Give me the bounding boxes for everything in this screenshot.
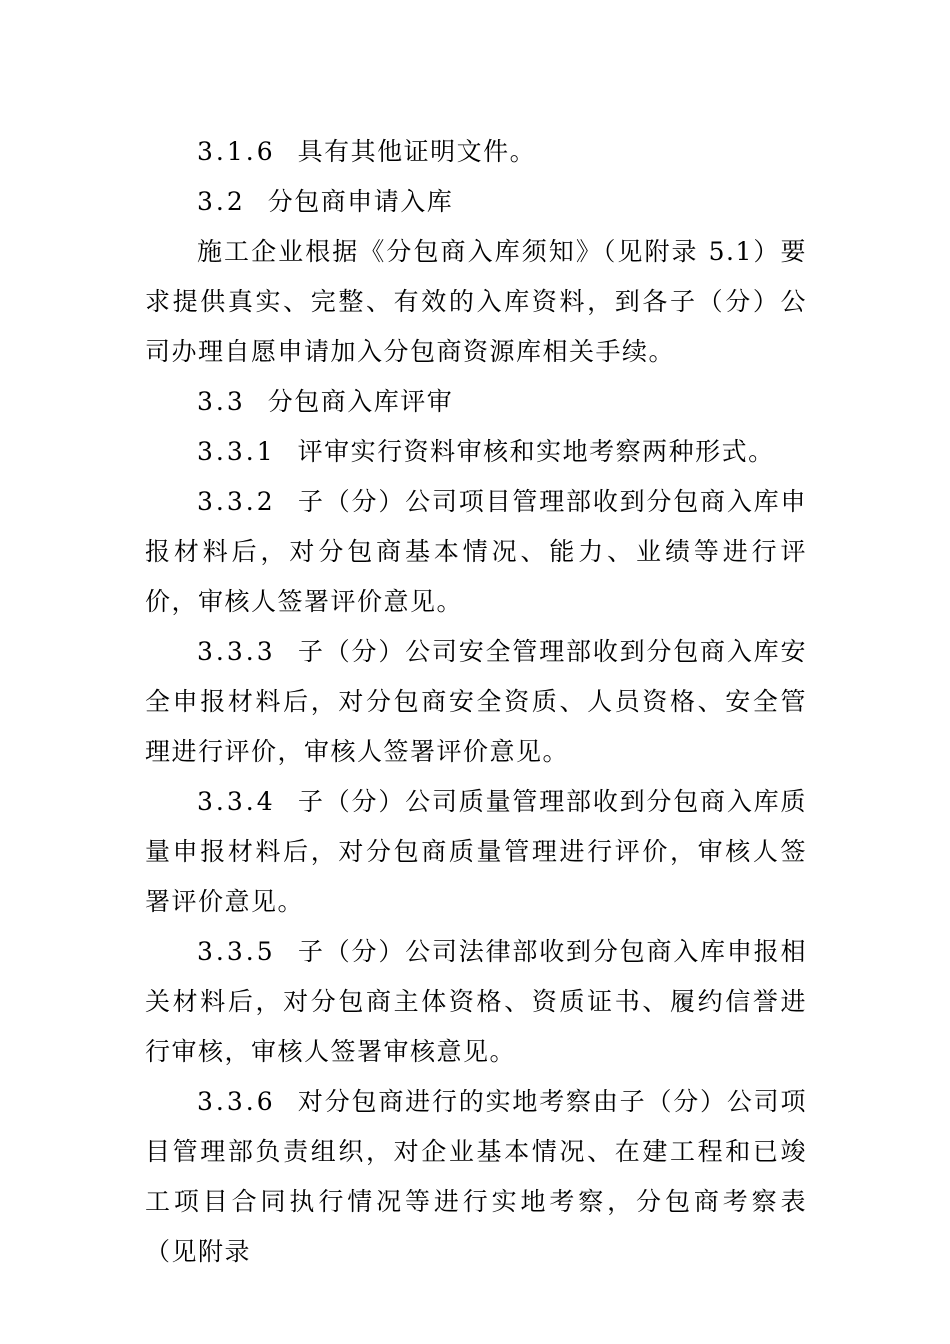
- paragraph-3-3-4: [145, 777, 807, 927]
- paragraph-3-2-body: [145, 227, 807, 377]
- paragraph-3-3-2: [145, 477, 807, 627]
- section-number: 3.3.1: [197, 437, 276, 466]
- paragraph-3-3-1: [145, 427, 807, 477]
- section-number: 3.3: [197, 387, 246, 416]
- paragraph-text: 具有其他证明文件。: [297, 137, 537, 166]
- section-number: 3.3.5: [197, 937, 276, 966]
- section-number: 3.2: [197, 187, 246, 216]
- section-number: 3.1.6: [197, 137, 276, 166]
- paragraph-3-1-6: [145, 127, 807, 177]
- heading-3-3: [145, 377, 807, 427]
- paragraph-text: 子（分）公司法律部收到分包商入库申报相关材料后，对分包商主体资格、资质证书、履约信誉进行审核，审核人签署审核意见。: [145, 937, 807, 1066]
- paragraph-text: 子（分）公司项目管理部收到分包商入库申报材料后，对分包商基本情况、能力、业绩等进行评价，审核人签署评价意见。: [145, 487, 807, 616]
- paragraph-3-3-6: [145, 1077, 807, 1277]
- heading-text: 分包商入库评审: [267, 387, 454, 416]
- section-number: 3.3.2: [197, 487, 276, 516]
- paragraph-3-3-5: [145, 927, 807, 1077]
- paragraph-text: 评审实行资料审核和实地考察两种形式。: [297, 437, 775, 466]
- paragraph-3-3-3: [145, 627, 807, 777]
- paragraph-text: 施工企业根据《分包商入库须知》（见附录 5.1）要求提供真实、完整、有效的入库资料，到各子（分）公司办理自愿申请加入分包商资源库相关手续。: [145, 237, 807, 366]
- section-number: 3.3.6: [197, 1087, 276, 1116]
- paragraph-text: 对分包商进行的实地考察由子（分）公司项目管理部负责组织，对企业基本情况、在建工程和已竣工项目合同执行情况等进行实地考察，分包商考察表（见附录: [145, 1087, 807, 1266]
- paragraph-text: 子（分）公司质量管理部收到分包商入库质量申报材料后，对分包商质量管理进行评价，审核人签署评价意见。: [145, 787, 807, 916]
- document-body: [145, 127, 807, 1277]
- heading-text: 分包商申请入库: [267, 187, 454, 216]
- section-number: 3.3.3: [197, 637, 276, 666]
- section-number: 3.3.4: [197, 787, 276, 816]
- paragraph-text: 子（分）公司安全管理部收到分包商入库安全申报材料后，对分包商安全资质、人员资格、安全管理进行评价，审核人签署评价意见。: [145, 637, 807, 766]
- heading-3-2: [145, 177, 807, 227]
